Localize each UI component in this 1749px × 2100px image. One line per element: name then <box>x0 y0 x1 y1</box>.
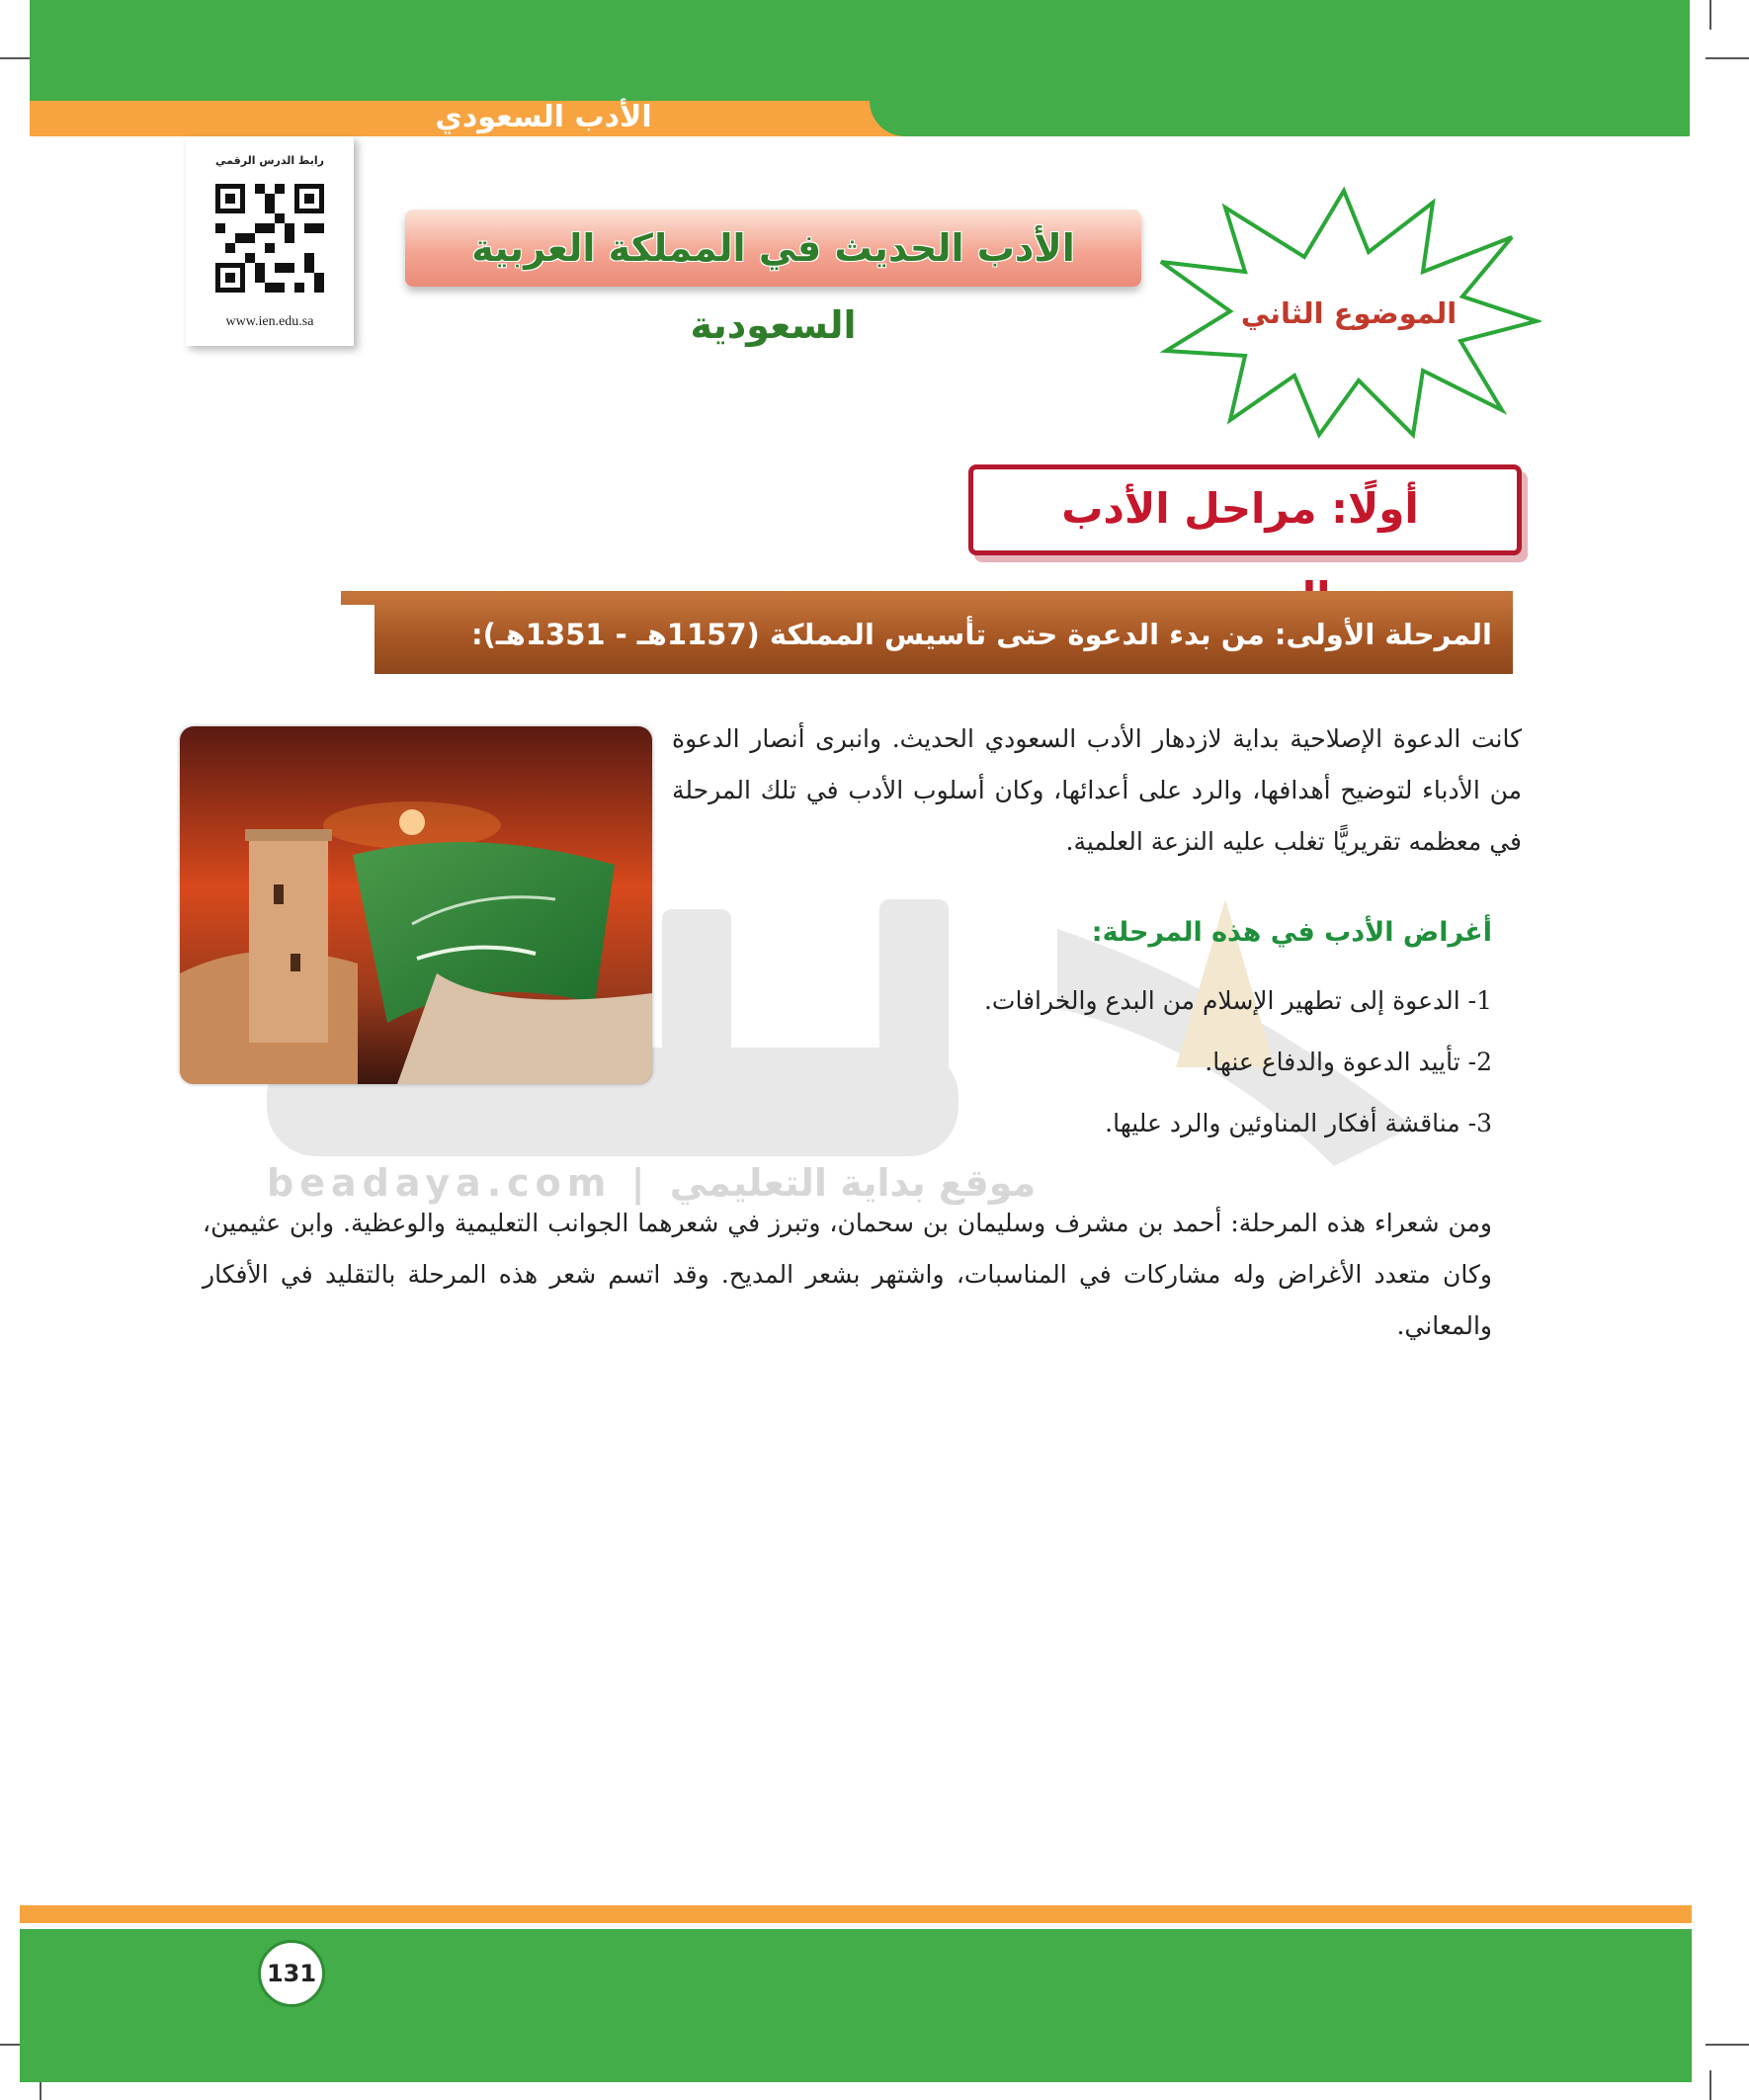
footer-orange-bar <box>20 1905 1692 1923</box>
poets-paragraph: ومن شعراء هذه المرحلة: أحمد بن مشرف وسليمان بن سحمان، وتبرز في شعرهما الجوانب التعليمية والوعظية. وابن عثيمين، وكان متعدد الأغراض وله مشاركات في المناسبات، واشتهر بشعر المديح. وقد اتسم شعر هذه المرحلة بالتقليد في الأفكار والمعاني. <box>203 1209 1492 1340</box>
intro-paragraph: كانت الدعوة الإصلاحية بداية لازدهار الأدب السعودي الحديث. وانبرى أنصار الدعوة من الأدباء لتوضيح أهدافها، والرد على أعدائها، وكان أسلوب الأدب في تلك المرحلة في معظمه تقريريًّا تغلب عليه النزعة العلمية. <box>672 724 1522 856</box>
flag-fort-photo <box>180 726 652 1084</box>
list-item: 2- تأييد الدعوة والدفاع عنها. <box>1205 1048 1492 1076</box>
lesson-title: الأدب الحديث في المملكة العربية السعودية <box>471 226 1075 347</box>
crop-mark <box>1706 57 1749 59</box>
qr-code-icon <box>215 184 324 293</box>
section-heading: أولًا: مراحل الأدب <box>1061 484 1419 533</box>
watermark-text: beadaya.com | موقع بداية التعليمي <box>267 1161 1037 1205</box>
qr-label: رابط الدرس الرقمي <box>215 154 324 167</box>
crop-mark <box>1709 2070 1711 2100</box>
page-number: 131 <box>258 1940 325 2007</box>
running-head: الأدب السعودي <box>435 100 652 134</box>
list-item: 1- الدعوة إلى تطهير الإسلام من البدع والخرافات. <box>983 986 1492 1015</box>
qr-card[interactable] <box>186 136 354 346</box>
header-green-bar <box>30 0 1690 101</box>
purposes-heading: أغراض الأدب في هذه المرحلة: <box>1091 917 1492 948</box>
crop-mark <box>1709 0 1711 30</box>
qr-url: www.ien.edu.sa <box>225 314 314 329</box>
header-notch <box>870 101 1690 136</box>
topic-badge: الموضوع الثاني <box>1240 296 1458 330</box>
stage-heading: المرحلة الأولى: من بدء الدعوة حتى تأسيس المملكة (1157هـ - 1351هـ): <box>470 618 1492 651</box>
crop-mark <box>1706 2044 1749 2046</box>
list-item: 3- مناقشة أفكار المناوئين والرد عليها. <box>1105 1109 1492 1137</box>
